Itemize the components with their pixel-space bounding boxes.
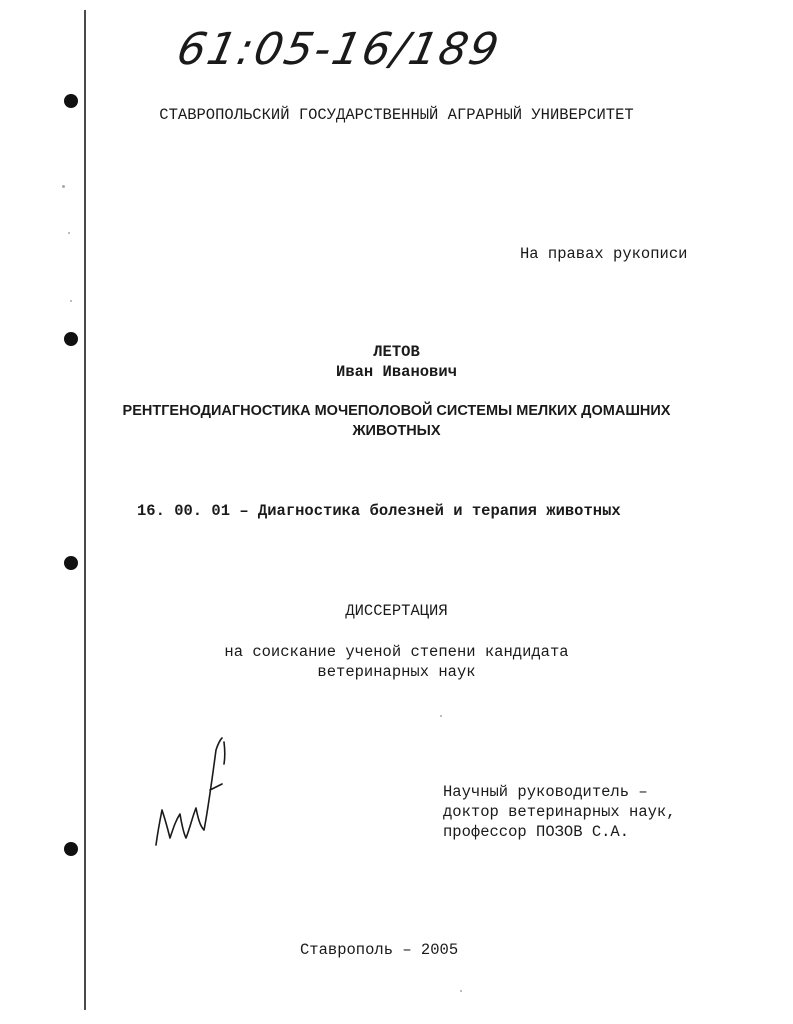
scan-speck — [62, 185, 65, 188]
signature-stroke — [156, 738, 225, 845]
binding-line — [84, 10, 86, 1010]
punch-hole — [64, 556, 78, 570]
dissertation-title-line1: РЕНТГЕНОДИАГНОСТИКА МОЧЕПОЛОВОЙ СИСТЕМЫ МЕЛКИХ ДОМАШНИХ — [122, 403, 671, 419]
specialty-code: 16. 00. 01 – Диагностика болезней и терапия животных — [137, 502, 621, 520]
handwritten-signature — [150, 730, 230, 850]
supervisor-line2: доктор ветеринарных наук, — [443, 803, 676, 821]
archive-number: 61:05-16/189 — [172, 24, 505, 75]
supervisor-line3: профессор ПОЗОВ С.А. — [443, 823, 630, 841]
scan-speck — [440, 715, 442, 717]
supervisor-line1: Научный руководитель – — [443, 783, 648, 801]
scan-speck — [70, 300, 72, 302]
punch-hole — [64, 842, 78, 856]
degree-line1: на соискание ученой степени кандидата — [224, 643, 569, 661]
scan-speck — [68, 232, 70, 234]
university-name: СТАВРОПОЛЬСКИЙ ГОСУДАРСТВЕННЫЙ АГРАРНЫЙ УНИВЕРСИТЕТ — [159, 106, 634, 124]
dissertation-title-line2: ЖИВОТНЫХ — [352, 423, 441, 439]
scan-speck — [460, 990, 462, 992]
author-surname: ЛЕТОВ — [373, 343, 420, 361]
degree-line2: ветеринарных наук — [317, 663, 476, 681]
manuscript-rights: На правах рукописи — [520, 245, 688, 263]
document-type: ДИССЕРТАЦИЯ — [345, 602, 448, 620]
city-year: Ставрополь – 2005 — [300, 941, 459, 959]
author-name: Иван Иванович — [336, 363, 457, 381]
